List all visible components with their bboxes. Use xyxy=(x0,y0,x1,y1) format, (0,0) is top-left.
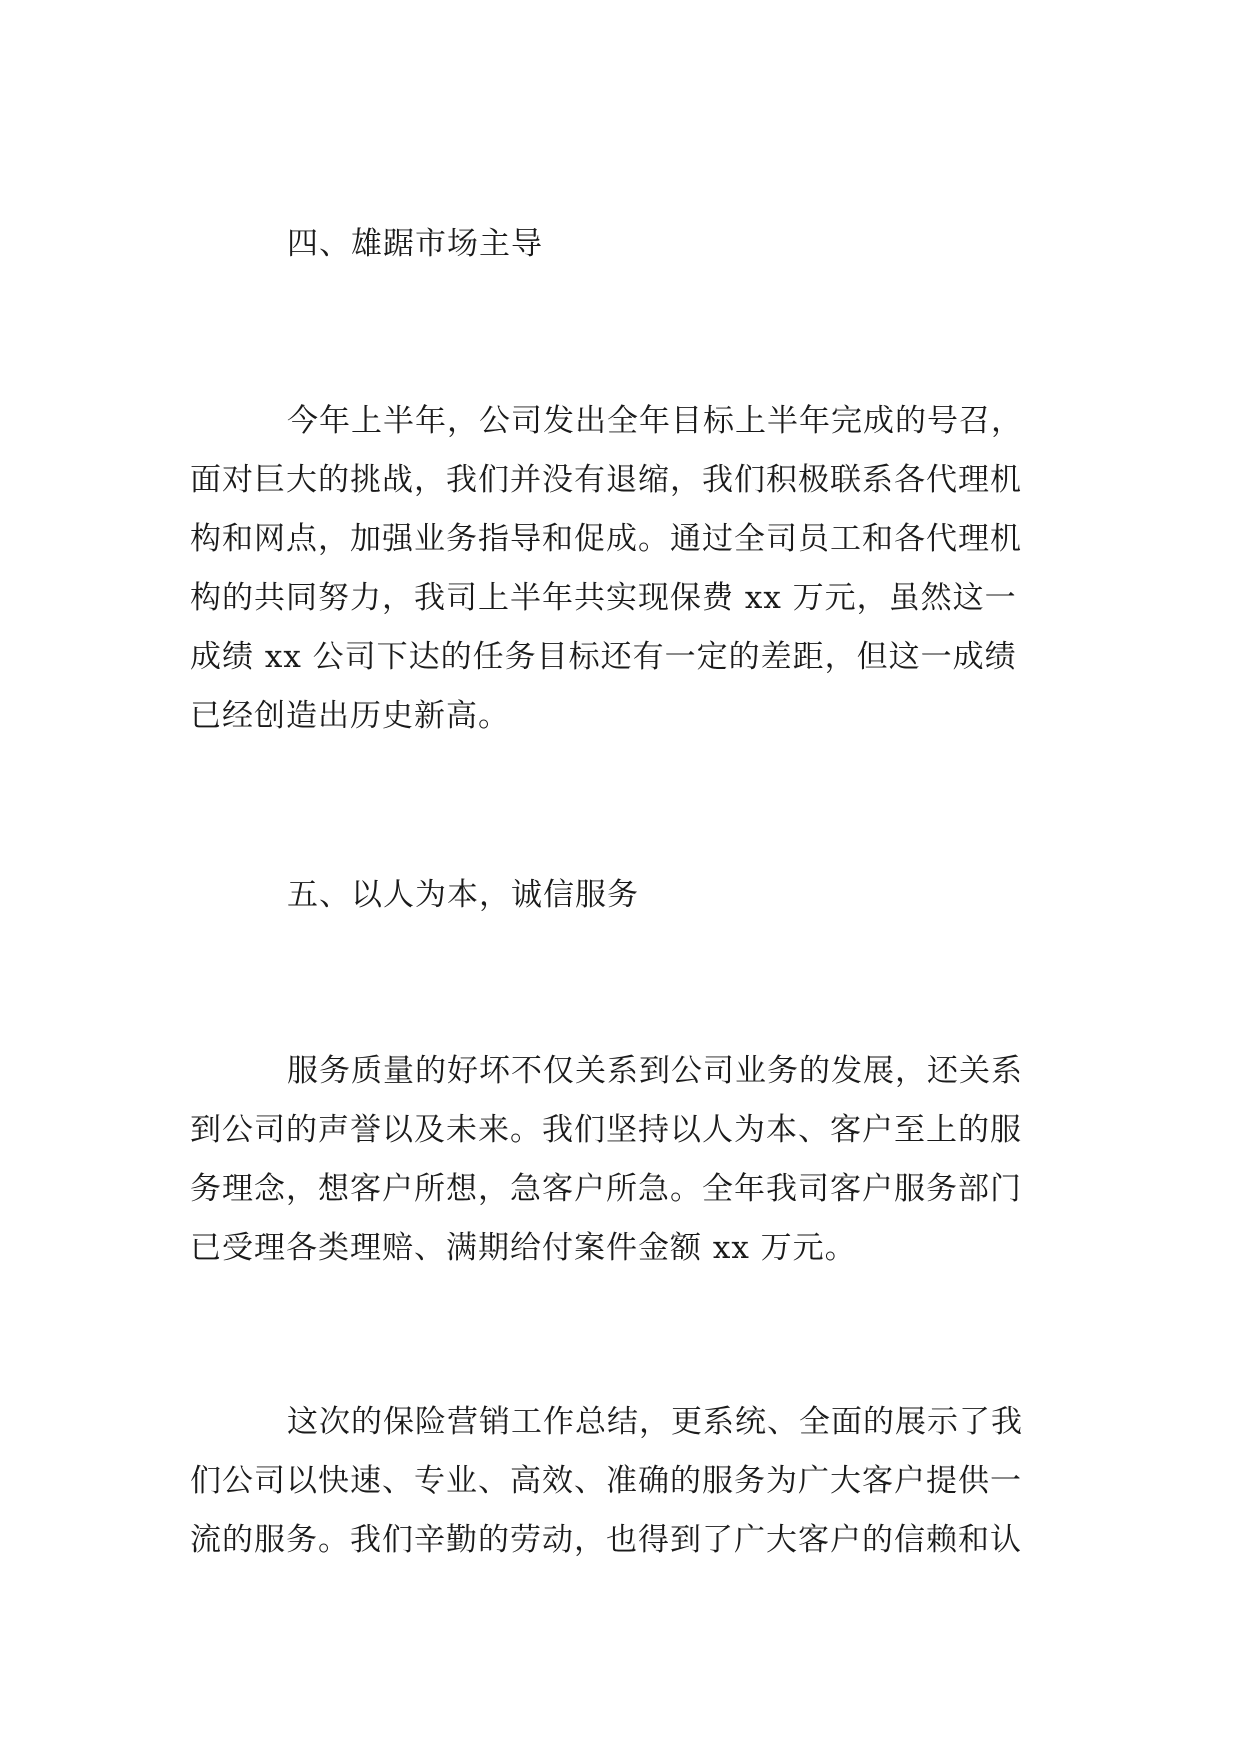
paragraph-line: 构和网点，加强业务指导和促成。通过全司员工和各代理机 xyxy=(190,521,1022,557)
paragraph-sales-performance xyxy=(190,392,1052,746)
paragraph-line: 成绩 xx 公司下达的任务目标还有一定的差距，但这一成绩 xyxy=(190,639,1017,675)
paragraph-line: 到公司的声誉以及未来。我们坚持以人为本、客户至上的服 xyxy=(190,1112,1022,1148)
paragraph-closing-summary xyxy=(190,1393,1052,1570)
paragraph-line: 面对巨大的挑战，我们并没有退缩，我们积极联系各代理机 xyxy=(190,462,1022,498)
paragraph-line: 构的共同努力，我司上半年共实现保费 xx 万元，虽然这一 xyxy=(190,580,1017,616)
paragraph-line: 已受理各类理赔、满期给付案件金额 xx 万元。 xyxy=(190,1230,857,1266)
paragraph-line: 这次的保险营销工作总结，更系统、全面的展示了我 xyxy=(287,1404,1023,1440)
paragraph-line: 服务质量的好坏不仅关系到公司业务的发展，还关系 xyxy=(287,1053,1023,1089)
paragraph-service-quality xyxy=(190,1042,1052,1278)
section-heading-4: 四、雄踞市场主导 xyxy=(287,226,543,262)
paragraph-line: 今年上半年，公司发出全年目标上半年完成的号召， xyxy=(287,403,1023,439)
paragraph-line: 务理念，想客户所想，急客户所急。全年我司客户服务部门 xyxy=(190,1171,1022,1207)
paragraph-line: 流的服务。我们辛勤的劳动，也得到了广大客户的信赖和认 xyxy=(190,1522,1022,1558)
section-heading-5: 五、以人为本，诚信服务 xyxy=(287,877,639,913)
paragraph-line: 已经创造出历史新高。 xyxy=(190,698,510,734)
paragraph-line: 们公司以快速、专业、高效、准确的服务为广大客户提供一 xyxy=(190,1463,1022,1499)
